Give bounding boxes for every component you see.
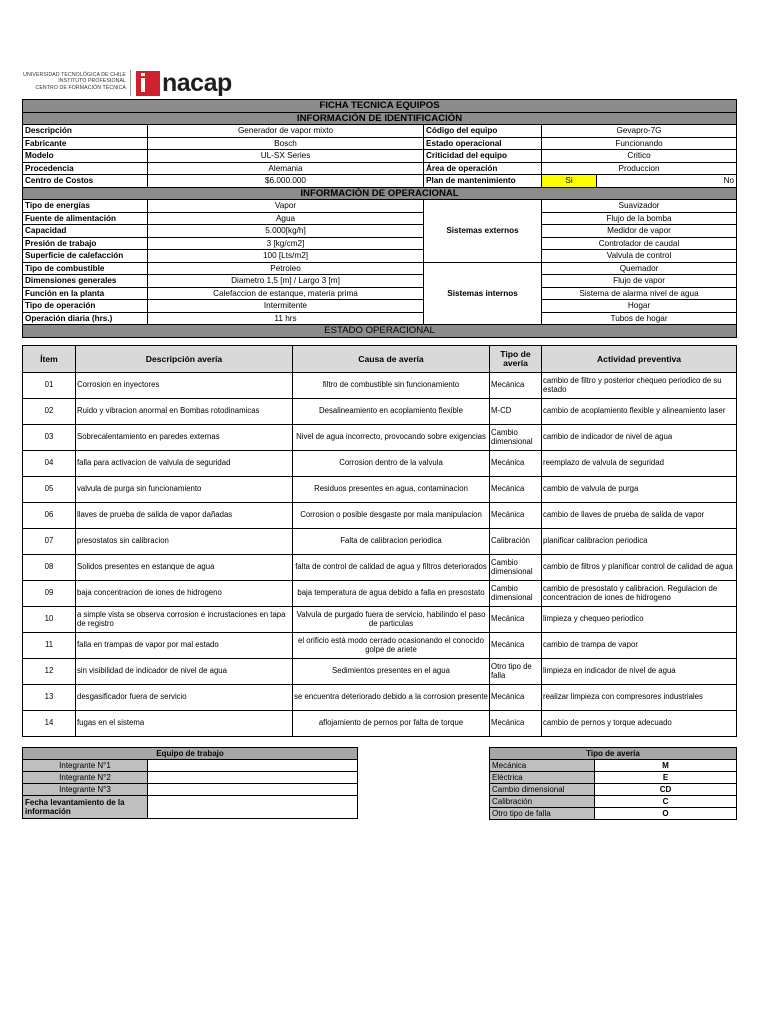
team-member-value[interactable]: [148, 772, 358, 784]
op-label: Fuente de alimentación: [23, 212, 148, 225]
failure-type-code: CD: [595, 784, 737, 796]
failure-item: 10: [23, 607, 76, 633]
failure-activity: cambio de indicador de nivel de agua: [542, 425, 737, 451]
op-value: 11 hrs: [148, 312, 424, 325]
failure-type-row: [490, 784, 737, 796]
id-row: [23, 162, 737, 175]
op-label: Tipo de operación: [23, 300, 148, 313]
op-row: [23, 212, 737, 225]
id-value: Generador de vapor mixto: [148, 125, 424, 138]
team-member-label: Integrante N°2: [23, 772, 148, 784]
failure-type-code: M: [595, 760, 737, 772]
failure-type: Mecánica: [490, 633, 542, 659]
op-value: Calefaccion de estanque, materia prima: [148, 287, 424, 300]
failure-item: 11: [23, 633, 76, 659]
failures-table: [22, 345, 737, 737]
op-row: [23, 250, 737, 263]
failure-activity: cambio de filtro y posterior chequeo periodico de su estado: [542, 373, 737, 399]
failure-cause: falta de control de calidad de agua y filtros deteriorados: [293, 555, 490, 581]
op-row: [23, 312, 737, 325]
id-row: [23, 125, 737, 138]
failure-cause: Nivel de agua incorrecto, provocando sobre exigencias: [293, 425, 490, 451]
col-activity: Actividad preventiva: [542, 346, 737, 373]
failure-type-name: Otro tipo de falla: [490, 808, 595, 820]
internal-system: Quemador: [542, 262, 737, 275]
id-label-2: Área de operación: [424, 162, 542, 175]
failure-activity: cambio de pernos y torque adecuado: [542, 711, 737, 737]
failure-type-name: Mecánica: [490, 760, 595, 772]
col-cause: Causa de avería: [293, 346, 490, 373]
external-system: Suavizador: [542, 200, 737, 213]
id-label: Centro de Costos: [23, 175, 148, 188]
failure-item: 13: [23, 685, 76, 711]
institution-line-2: INSTITUTO PROFESIONAL: [58, 78, 126, 85]
failure-activity: realizar limpieza con compresores industriales: [542, 685, 737, 711]
failure-activity: cambio de trampa de vapor: [542, 633, 737, 659]
failure-type: Calibración: [490, 529, 542, 555]
failure-item: 03: [23, 425, 76, 451]
failure-types-title: Tipo de avería: [490, 748, 737, 760]
date-row: [23, 796, 358, 819]
date-label: Fecha levantamiento de la información: [23, 796, 148, 819]
failure-cause: Sedimientos presentes en el agua: [293, 659, 490, 685]
op-value: 100 [Lts/m2]: [148, 250, 424, 263]
failure-description: Solidos presentes en estanque de agua: [76, 555, 293, 581]
failure-activity: cambio de llaves de prueba de salida de vapor: [542, 503, 737, 529]
internal-systems-label: Sistemas internos: [424, 262, 542, 325]
main-title: FICHA TECNICA EQUIPOS: [23, 100, 737, 113]
failure-type: Mecánica: [490, 503, 542, 529]
failure-activity: cambio de valvula de purga: [542, 477, 737, 503]
failure-activity: limpieza y chequeo periodico: [542, 607, 737, 633]
failure-cause: aflojamiento de pernos por falta de torque: [293, 711, 490, 737]
team-member-value[interactable]: [148, 760, 358, 772]
op-row: [23, 287, 737, 300]
plan-yes-cell[interactable]: Si: [542, 175, 597, 188]
date-value[interactable]: [148, 796, 358, 819]
team-member-row: [23, 784, 358, 796]
failure-description: a simple vista se observa corrosion e incrustaciones en tapa de registro: [76, 607, 293, 633]
failure-activity: cambio de acoplamiento flexible y alineamiento laser: [542, 399, 737, 425]
id-row: [23, 150, 737, 163]
failure-type: M-CD: [490, 399, 542, 425]
institution-line-3: CENTRO DE FORMACIÓN TÉCNICA: [35, 84, 126, 91]
equipment-sheet: [22, 99, 737, 338]
failure-description: sin visibilidad de indicador de nivel de agua: [76, 659, 293, 685]
status-title: ESTADO OPERACIONAL: [23, 325, 737, 338]
brand-name: nacap: [162, 69, 232, 97]
failure-type: Mecánica: [490, 685, 542, 711]
identification-title: INFORMACIÓN DE IDENTIFICACIÓN: [23, 112, 737, 125]
id-value-2: Critico: [542, 150, 737, 163]
op-row: [23, 237, 737, 250]
failure-type: Mecánica: [490, 451, 542, 477]
internal-system: Hogar: [542, 300, 737, 313]
failure-item: 14: [23, 711, 76, 737]
id-label-2: Plan de mantenimiento: [424, 175, 542, 188]
logo-divider: [130, 70, 131, 96]
failure-type-code: C: [595, 796, 737, 808]
failure-rows: [23, 373, 737, 737]
failure-item: 04: [23, 451, 76, 477]
id-value-2: Produccion: [542, 162, 737, 175]
failure-type-code: O: [595, 808, 737, 820]
external-system: Controlador de caudal: [542, 237, 737, 250]
failure-row: [23, 685, 737, 711]
failure-type-row: [490, 808, 737, 820]
institution-line-1: UNIVERSIDAD TECNOLÓGICA DE CHILE: [23, 72, 126, 78]
failure-cause: filtro de combustible sin funcionamiento: [293, 373, 490, 399]
failure-type: Cambio dimensional: [490, 425, 542, 451]
col-description: Descripción avería: [76, 346, 293, 373]
team-table: [22, 747, 358, 819]
team-member-label: Integrante N°3: [23, 784, 148, 796]
failure-type: Mecánica: [490, 477, 542, 503]
failure-item: 05: [23, 477, 76, 503]
failure-row: [23, 581, 737, 607]
failure-cause: Corrosion o posible desgaste por mala manipulacion: [293, 503, 490, 529]
failure-type: Mecánica: [490, 373, 542, 399]
op-label: Función en la planta: [23, 287, 148, 300]
failure-activity: cambio de presostato y calibracion. Regulacion de concentracion de iones de hidrogeno: [542, 581, 737, 607]
failure-type-name: Calibración: [490, 796, 595, 808]
failure-cause: Valvula de purgado fuera de servicio, habilindo el paso de particulas: [293, 607, 490, 633]
failure-row: [23, 503, 737, 529]
external-system: Valvula de control: [542, 250, 737, 263]
failure-types-table: [489, 747, 737, 820]
failure-row: [23, 477, 737, 503]
failure-description: presostatos sin calibracion: [76, 529, 293, 555]
failure-row: [23, 425, 737, 451]
op-label: Tipo de energías: [23, 200, 148, 213]
internal-system: Tubos de hogar: [542, 312, 737, 325]
failure-item: 12: [23, 659, 76, 685]
failure-row: [23, 373, 737, 399]
op-label: Presión de trabajo: [23, 237, 148, 250]
id-label-2: Estado operacional: [424, 137, 542, 150]
failure-item: 07: [23, 529, 76, 555]
failure-row: [23, 659, 737, 685]
failure-type-row: [490, 760, 737, 772]
op-row: [23, 275, 737, 288]
op-value: 3 [kg/cm2]: [148, 237, 424, 250]
failure-cause: se encuentra deteriorado debido a la corrosion presente: [293, 685, 490, 711]
op-value: Vapor: [148, 200, 424, 213]
failure-description: falla en trampas de vapor por mal estado: [76, 633, 293, 659]
failure-type: Mecánica: [490, 711, 542, 737]
failure-type-code: E: [595, 772, 737, 784]
id-label: Fabricante: [23, 137, 148, 150]
op-row: [23, 225, 737, 238]
inacap-logo-icon: [136, 71, 160, 96]
failure-item: 06: [23, 503, 76, 529]
id-value: $6.000.000: [148, 175, 424, 188]
internal-system: Sistema de alarma nivel de agua: [542, 287, 737, 300]
id-label: Descripción: [23, 125, 148, 138]
team-member-row: [23, 760, 358, 772]
failure-description: Sobrecalentamiento en paredes externas: [76, 425, 293, 451]
op-label: Operación diaria (hrs.): [23, 312, 148, 325]
failure-cause: Residuos presentes en agua, contaminacion: [293, 477, 490, 503]
failure-item: 02: [23, 399, 76, 425]
op-label: Superficie de calefacción: [23, 250, 148, 263]
id-value: UL-SX Series: [148, 150, 424, 163]
failure-activity: reemplazo de valvula de seguridad: [542, 451, 737, 477]
op-row: [23, 300, 737, 313]
failure-description: llaves de prueba de salida de vapor dañadas: [76, 503, 293, 529]
failure-cause: Corrosion dentro de la valvula: [293, 451, 490, 477]
col-type: Tipo de avería: [490, 346, 542, 373]
internal-system: Flujo de vapor: [542, 275, 737, 288]
failure-type-row: [490, 772, 737, 784]
team-member-label: Integrante N°1: [23, 760, 148, 772]
team-member-row: [23, 772, 358, 784]
failure-type-name: Eléctrica: [490, 772, 595, 784]
failure-row: [23, 633, 737, 659]
team-title: Equipo de trabajo: [23, 748, 358, 760]
failure-type: Cambio dimensional: [490, 581, 542, 607]
failure-activity: cambio de filtros y planificar control de calidad de agua: [542, 555, 737, 581]
op-row: [23, 200, 737, 213]
failure-cause: baja temperatura de agua debido a falla en presostato: [293, 581, 490, 607]
id-value: Bosch: [148, 137, 424, 150]
failure-row: [23, 555, 737, 581]
plan-no-cell[interactable]: No: [597, 175, 737, 188]
failure-activity: planificar calibracion periodica: [542, 529, 737, 555]
col-item: Ítem: [23, 346, 76, 373]
id-label: Modelo: [23, 150, 148, 163]
failure-type-name: Cambio dimensional: [490, 784, 595, 796]
external-systems-label: Sistemas externos: [424, 200, 542, 263]
failure-description: Corrosion en inyectores: [76, 373, 293, 399]
failure-row: [23, 607, 737, 633]
op-value: 5.000[kg/h]: [148, 225, 424, 238]
op-value: Intermitente: [148, 300, 424, 313]
failure-type-row: [490, 796, 737, 808]
op-label: Tipo de combustible: [23, 262, 148, 275]
failure-row: [23, 399, 737, 425]
failure-description: falla para activacion de valvula de seguridad: [76, 451, 293, 477]
failure-cause: el orificio está modo cerrado ocasionando el conocido golpe de ariete: [293, 633, 490, 659]
failure-activity: limpieza en indicador de nivel de agua: [542, 659, 737, 685]
id-row: [23, 137, 737, 150]
op-value: Petroleo: [148, 262, 424, 275]
failure-description: fugas en el sistema: [76, 711, 293, 737]
failure-row: [23, 529, 737, 555]
failure-row: [23, 711, 737, 737]
failure-item: 01: [23, 373, 76, 399]
op-value: Diametro 1,5 [m] / Largo 3 [m]: [148, 275, 424, 288]
operational-title: INFORMACIÓN DE OPERACIONAL: [23, 187, 737, 200]
failure-row: [23, 451, 737, 477]
failure-type: Cambio dimensional: [490, 555, 542, 581]
failure-item: 09: [23, 581, 76, 607]
id-label-2: Código del equipo: [424, 125, 542, 138]
op-row: [23, 262, 737, 275]
failure-description: desgasificador fuera de servicio: [76, 685, 293, 711]
id-label: Procedencia: [23, 162, 148, 175]
institution-logo: [22, 68, 282, 100]
external-system: Flujo de la bomba: [542, 212, 737, 225]
failure-type: Otro tipo de falla: [490, 659, 542, 685]
op-label: Capacidad: [23, 225, 148, 238]
failure-description: valvula de purga sin funcionamiento: [76, 477, 293, 503]
id-value-2: Gevapro-7G: [542, 125, 737, 138]
failure-cause: Desalineamiento en acoplamiento flexible: [293, 399, 490, 425]
op-label: Dimensiones generales: [23, 275, 148, 288]
institution-names: [22, 72, 126, 91]
failure-item: 08: [23, 555, 76, 581]
id-row: [23, 175, 737, 188]
failures-header-row: [23, 346, 737, 373]
external-system: Medidor de vapor: [542, 225, 737, 238]
id-label-2: Criticidad del equipo: [424, 150, 542, 163]
op-value: Agua: [148, 212, 424, 225]
failure-description: Ruido y vibracion anormal en Bombas rotodinamicas: [76, 399, 293, 425]
failure-description: baja concentracion de iones de hidrogeno: [76, 581, 293, 607]
failure-cause: Falta de calibracion periodica: [293, 529, 490, 555]
failure-type: Mecánica: [490, 607, 542, 633]
team-member-value[interactable]: [148, 784, 358, 796]
id-value-2: Funcionando: [542, 137, 737, 150]
id-value: Alemania: [148, 162, 424, 175]
